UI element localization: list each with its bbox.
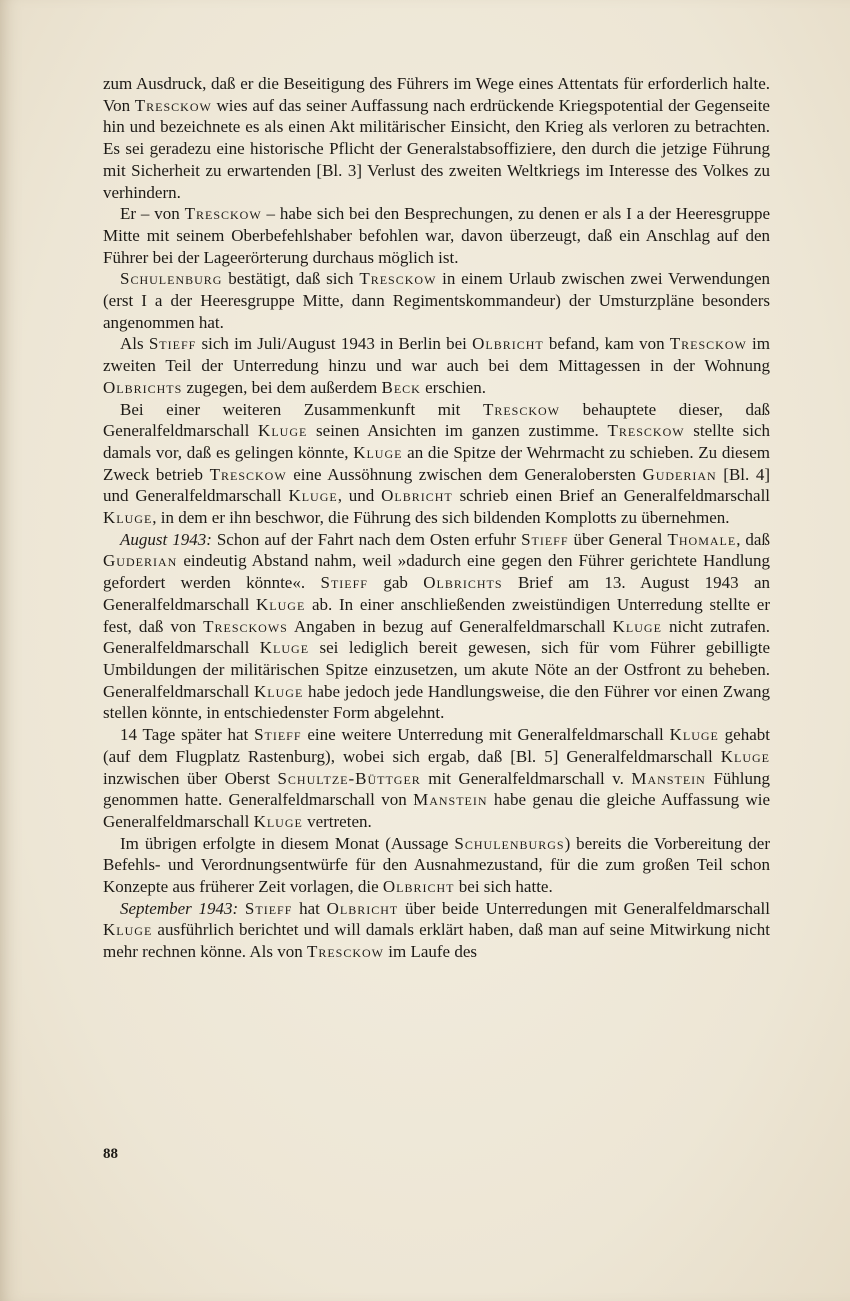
person-name: Olbricht [326, 898, 399, 918]
text-run: wies auf das seiner Auffassung nach erdrückende Kriegspotential der Gegenseite hin und bezeichnete es als einen Akt militärischer Einsicht, den Krieg als verloren zu betrachten. Es sei geradezu eine historische Pflicht der Generalstabsoffiziere, den durch die jetzige Führung mit Sicherheit zu erwartenden [Bl. 3] Verlust des zweiten Weltkriegs im Interesse des Volkes zu verhindern. [103, 95, 770, 202]
text-run: Angaben in bezug auf Generalfeldmarschall [287, 616, 613, 636]
text-run: über beide Unterredungen mit Generalfeldmarschall [398, 898, 770, 918]
text-run: habe genau die gleiche Auffassung wie Generalfeldmarschall [103, 790, 770, 831]
text-run: Bei einer weiteren Zusammenkunft mit [120, 399, 483, 419]
person-name: Tresckows [203, 616, 288, 636]
person-name: Kluge [353, 442, 403, 462]
person-name: Olbrichts [103, 377, 183, 397]
text-run: ab. In einer anschließenden zweistündigen Unterredung stellte er fest, daß von [103, 594, 771, 636]
text-run [238, 899, 245, 918]
date-heading: August 1943: [120, 529, 212, 549]
body-text [103, 73, 770, 963]
person-name: Olbrichts [423, 573, 503, 593]
date-heading: September 1943: [120, 898, 239, 918]
person-name: Kluge [259, 638, 310, 658]
text-run: mit Generalfeldmarschall v. [420, 768, 632, 788]
text-run: ) bereits die Vorbereitung der Befehls- und Verordnungsentwürfe für den Ausnahmezustand, für die zum großen Teil schon Konzepte aus früherer Zeit vorlagen, die [103, 833, 770, 897]
text-run: habe jedoch jede Handlungsweise, die den Führer vor einen Zwang stellen könnte, in entschiedenster Form abgelehnt. [103, 681, 770, 723]
text-run: vertreten. [302, 811, 372, 831]
person-name: Tresckow [306, 942, 385, 962]
text-run: in einem Urlaub zwischen zwei Verwendungen (erst I a der Heeresgruppe Mitte, dann Regimentskommandeur) der Umsturzpläne besonders angenommen hat. [103, 269, 770, 332]
text-run: an die Spitze der Wehrmacht zu schieben. Zu diesem Zweck betrieb [103, 442, 770, 484]
person-name: Manstein [631, 768, 706, 788]
paragraph [103, 73, 770, 203]
person-name: Kluge [254, 681, 304, 701]
text-run: im zweiten Teil der Unterredung hinzu und war auch bei dem Mittagessen in der Wohnung [103, 334, 770, 376]
text-run: über General [568, 529, 668, 549]
person-name: Kluge [612, 616, 662, 636]
person-name: Tresckow [134, 95, 212, 115]
text-run: erschien. [420, 377, 486, 397]
text-run: , und [337, 486, 382, 506]
person-name: Schultze-Büttger [277, 768, 421, 788]
text-run: hat [292, 898, 327, 918]
text-run: befand, kam von [543, 334, 670, 354]
text-run: eine weitere Unterredung mit Generalfeldmarschall [301, 725, 670, 745]
text-run: , in dem er ihn beschwor, die Führung des sich bildenden Komplotts zu übernehmen. [152, 508, 730, 528]
person-name: Kluge [669, 725, 719, 745]
person-name: Stieff [148, 334, 197, 354]
person-name: Beck [381, 377, 421, 397]
text-run: Brief am 13. August 1943 an Generalfeldmarschall [103, 573, 771, 614]
paragraph [103, 833, 770, 898]
person-name: Stieff [320, 573, 368, 593]
person-name: Kluge [720, 746, 770, 766]
paragraph [103, 399, 770, 529]
text-run: inzwischen über Oberst [103, 768, 278, 788]
text-run: Fühlung genommen hatte. Generalfeldmarschall von [103, 768, 770, 810]
text-run: seinen Ansichten im ganzen zustimme. [307, 421, 608, 441]
paragraph [103, 898, 770, 963]
text-run: sei lediglich bereit gewesen, sich für vom Führer gebilligte Umbildungen der militärischen Spitze einzusetzen, um akute Nöte an der Ostfront zu beheben. Generalfeldmarschall [103, 638, 771, 701]
text-run: zugegen, bei dem außerdem [182, 377, 382, 397]
person-name: Tresckow [184, 204, 262, 224]
person-name: Kluge [288, 486, 338, 506]
person-name: Manstein [413, 790, 488, 810]
person-name: Tresckow [669, 334, 747, 354]
page-number: 88 [103, 1146, 118, 1162]
text-run: schrieb einen Brief an Generalfeldmarschall [452, 486, 771, 506]
paragraph [103, 203, 770, 268]
person-name: Guderian [103, 551, 178, 571]
person-name: Kluge [258, 421, 308, 441]
text-run: Schon auf der Fahrt nach dem Osten erfuhr [211, 529, 522, 549]
text-run: gehabt (auf dem Flugplatz Rastenburg), wobei sich ergab, daß [Bl. 5] Generalfeldmarschall [103, 725, 770, 766]
text-run: Er – von [120, 204, 185, 224]
text-run: behauptete dieser, daß Generalfeldmarschall [103, 399, 770, 441]
person-name: Kluge [256, 594, 306, 614]
person-name: Tresckow [607, 421, 685, 441]
text-run: 14 Tage später hat [120, 725, 255, 745]
person-name: Kluge [253, 811, 303, 831]
person-name: Kluge [103, 508, 153, 528]
person-name: Tresckow [482, 399, 561, 419]
text-run: Im übrigen erfolgte in diesem Monat (Aussage [120, 833, 455, 853]
text-run: eine Aussöhnung zwischen dem Generalobersten [286, 464, 643, 484]
person-name: Stieff [521, 529, 569, 549]
text-run: zum Ausdruck, daß er die Beseitigung des Führers im Wege eines Attentats für erforderlich halte. Von [103, 74, 770, 115]
person-name: Olbricht [381, 486, 453, 506]
text-run: bei sich hatte. [454, 877, 553, 897]
person-name: Thomale [667, 529, 737, 549]
text-run: gab [367, 573, 424, 593]
paragraph [103, 268, 770, 333]
paragraph [103, 333, 770, 398]
person-name: Tresckow [359, 269, 437, 289]
person-name: Tresckow [209, 464, 287, 484]
paragraph [103, 724, 770, 833]
person-name: Schulenburg [120, 269, 223, 289]
person-name: Olbricht [382, 877, 455, 897]
text-run: ausführlich berichtet und will damals erklärt haben, daß man auf seine Mitwirkung nicht mehr rechnen könne. Als von [103, 920, 770, 962]
text-run: eindeutig Abstand nahm, weil »dadurch eine gegen den Führer gerichtete Handlung gefordert werden könnte«. [103, 551, 770, 593]
text-run: [Bl. 4] und Generalfeldmarschall [103, 464, 771, 506]
text-run: im Laufe des [384, 942, 478, 962]
person-name: Guderian [642, 464, 717, 484]
person-name: Schulenburgs [454, 833, 565, 853]
text-run: sich im Juli/August 1943 in Berlin bei [196, 334, 473, 354]
person-name: Kluge [103, 920, 153, 940]
text-run: Als [120, 334, 149, 354]
text-run: – habe sich bei den Besprechungen, zu denen er als I a der Heeresgruppe Mitte mit seinem Oberbefehlshaber befohlen war, davon überzeugt, daß ein Anschlag auf den Führer bei der Lageerörterung durchaus möglich ist. [103, 204, 770, 267]
paragraph [103, 529, 770, 724]
text-run: , daß [736, 529, 770, 549]
text-run: bestätigt, daß sich [222, 269, 360, 289]
text-run: stellte sich damals vor, daß es gelingen könnte, [103, 421, 771, 462]
person-name: Stieff [244, 898, 293, 918]
person-name: Olbricht [472, 334, 544, 354]
person-name: Stieff [254, 725, 302, 745]
text-run: nicht zutrafen. Generalfeldmarschall [103, 616, 771, 658]
